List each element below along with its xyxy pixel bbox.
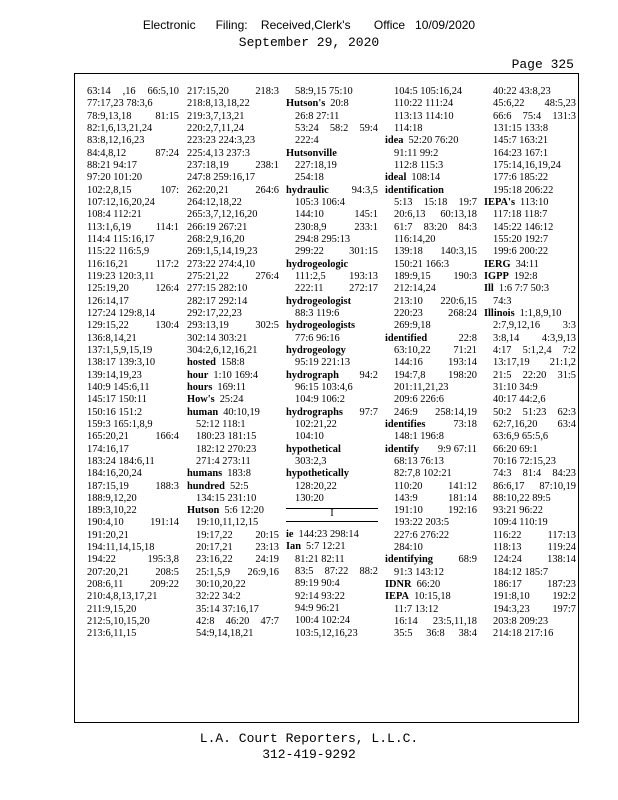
index-word: ideal [385,172,407,184]
index-reference-line: 164:23 167:1 [493,147,549,159]
index-reference-line: 130:20 [295,492,324,504]
index-reference-line: 210:4,8,13,17,21 [87,591,158,603]
index-reference-line: 189:9,15 190:3 [394,270,477,282]
index-reference-line: 212:5,10,15,20 [87,616,150,628]
index-references: 52:20 76:20 [408,135,459,147]
index-reference-line: 184:12 185:7 [493,566,549,578]
index-word-entry [286,468,378,480]
index-word-entry [286,148,378,160]
index-reference-line: 191:10 192:16 [394,505,477,517]
index-word-entry [187,357,279,369]
index-column-1 [87,86,179,641]
index-reference-line: 271:4 273:11 [196,455,251,467]
index-reference-line: 219:3,7,13,21 [187,110,245,122]
index-reference-line: 66:20 69:1 [493,443,538,455]
index-reference-line: 86:6,17 87:10,19 [493,480,576,492]
index-reference-line: 124:24 138:14 [493,554,576,566]
index-reference-line: 223:23 224:3,23 [187,135,256,147]
index-reference-line: 213:10 220:6,15 [394,295,477,307]
index-word-entry [286,185,378,197]
index-word-entry [385,135,477,147]
index-reference-line: 262:20,21 264:6 [187,184,279,196]
index-reference-line: 92:14 93:22 [295,590,345,602]
index-reference-line: 145:17 150:11 [87,394,147,406]
index-reference-line: 35:14 37:16,17 [196,603,259,615]
index-reference-line: 140:9 145:6,11 [87,381,150,393]
court-reporter-name: L.A. Court Reporters, L.L.C. [199,731,419,746]
index-reference-line: 63:6,9 65:5,6 [493,431,549,443]
index-reference-line: 138:17 139:3,10 [87,357,156,369]
index-word: identify [385,443,420,455]
index-reference-line: 175:14,16,19,24 [493,159,561,171]
index-word: hour [187,369,209,381]
index-reference-line: 237:18,19 238:1 [187,159,279,171]
index-reference-line: 97:20 101:20 [87,172,143,184]
index-reference-line: 88:3 119:6 [295,307,340,319]
index-reference-line: 284:10 [394,542,423,554]
index-reference-line: 188:9,12,20 [87,492,137,504]
index-reference-line: 136:8,14,21 [87,332,137,344]
index-references: 94:2 [359,369,378,381]
index-word-entry [385,554,477,566]
index-reference-line: 246:9 258:14,19 [394,406,477,418]
index-reference-line: 268:2,9,16,20 [187,233,245,245]
index-reference-line: 213:6,11,15 [87,628,137,640]
index-reference-line: 83:8,12,16,23 [87,135,145,147]
index-references: 1:6 7:7 50:3 [498,283,550,295]
index-reference-line: 277:15 282:10 [187,283,248,295]
index-references: 9:9 67:11 [437,443,477,455]
index-reference-line: 35:5 36:8 38:4 [394,628,477,640]
index-references: 1:10 169:4 [213,369,259,381]
index-word: hydrogeology [286,344,346,356]
index-column-5 [484,86,576,641]
index-word: ie [286,529,294,541]
index-reference-line: 74:3 81:4 84:23 [493,468,576,480]
index-word-entry [385,591,477,603]
index-reference-line: 58:9,15 75:10 [295,86,353,97]
index-reference-line: 40:17 44:2,6 [493,394,546,406]
index-reference-line: 105:3 106:4 [295,196,345,208]
index-references: 108:14 [411,172,441,184]
index-reference-line: 165:20,21 166:4 [87,431,179,443]
index-reference-line: 114:4 115:16,17 [87,233,155,245]
index-reference-line: 116:14,20 [394,233,436,245]
index-reference-line: 63:14 ,16 66:5,10 [87,86,179,97]
index-references: 183:8 [227,468,251,480]
index-reference-line: 68:13 76:13 [394,455,444,467]
index-reference-line: 139:18 140:3,15 [394,246,477,258]
index-word-entry [187,481,279,493]
index-reference-line: 117:18 118:7 [493,209,548,221]
index-word-entry [286,529,378,541]
index-word: IEPA [385,591,410,603]
index-references: 158:8 [220,357,245,369]
index-reference-line: 19:10,11,12,15 [196,517,259,529]
index-word-entry [286,444,378,456]
index-references: 73:18 [453,418,477,430]
index-reference-line: 26:8 27:11 [295,110,340,122]
index-reference-line: 127:24 129:8,14 [87,307,156,319]
index-reference-line: 104:10 [295,431,324,443]
index-reference-line: 54:9,14,18,21 [196,628,254,640]
index-reference-line: 220:2,7,11,24 [187,122,245,134]
index-reference-line: 83:5 87:22 88:2 [295,566,378,578]
index-reference-line: 103:5,12,16,23 [295,627,358,639]
index-word: IDNR [385,579,412,591]
index-reference-line: 137:1,5,9,15,19 [87,344,153,356]
index-word: hundred [187,480,225,492]
index-word: IEPA's [484,196,515,208]
index-reference-line: 129:15,22 130:4 [87,320,179,332]
index-reference-line: 61:7 83:20 84:3 [394,221,477,233]
index-reference-line: 84:4,8,12 87:24 [87,147,179,159]
index-word-entry [385,419,477,431]
index-reference-line: 222:11 272:17 [295,283,378,295]
index-reference-line: 222:4 [295,135,319,147]
index-word-entry [385,444,477,456]
index-reference-line: 20:17,21 23:13 [196,542,279,554]
index-column-3 [286,86,378,640]
index-reference-line: 220:23 268:24 [394,307,477,319]
index-reference-line: 194:22 195:3,8 [87,554,179,566]
index-word-entry [187,468,279,480]
index-reference-line: 91:11 99:2 [394,147,439,159]
index-reference-line: 144:16 193:14 [394,357,477,369]
index-reference-line: 282:17 292:14 [187,295,248,307]
index-reference-line: 187:15,19 188:3 [87,480,179,492]
index-word: idea [385,135,404,147]
index-reference-line: 25:1,5,9 26:9,16 [196,566,279,578]
index-reference-line: 247:8 259:16,17 [187,172,256,184]
word-index-frame [74,73,579,723]
index-word-entry [286,98,378,110]
index-reference-line: 102:2,8,15 107: [87,184,179,196]
index-reference-line: 269:1,5,14,19,23 [187,246,258,258]
index-reference-line: 31:10 34:9 [493,381,538,393]
index-reference-line: 4:17 5:1,2,4 7:2 [493,344,576,356]
filing-date: September 29, 2020 [238,35,380,50]
index-reference-line: 53:24 58:2 59:4 [295,122,378,134]
index-reference-line: 265:3,7,12,16,20 [187,209,258,221]
index-word-entry [286,345,378,357]
index-reference-line: 302:14 303:21 [187,332,248,344]
index-reference-line: 116:22 117:13 [493,529,576,541]
index-reference-line: 131:15 133:8 [493,122,549,134]
index-reference-line: 294:8 295:13 [295,233,351,245]
index-reference-line: 193:22 203:5 [394,517,450,529]
index-reference-line: 209:6 226:6 [394,394,444,406]
index-reference-line: 184:16,20,24 [87,468,142,480]
letter-heading: I [330,508,334,520]
index-column-4 [385,86,477,641]
index-reference-line: 42:8 46:20 47:7 [196,616,279,628]
index-references: 97:7 [359,406,378,418]
index-reference-line: 145:22 146:12 [493,221,554,233]
index-column-2 [187,86,279,641]
index-word: hypothetically [286,468,349,480]
index-reference-line: 104:9 106:2 [295,394,345,406]
index-reference-line: 2:7,9,12,16 3:3 [493,320,576,332]
index-reference-line: 77:17,23 78:3,6 [87,98,153,110]
index-reference-line: 273:22 274:4,10 [187,258,256,270]
index-reference-line: 214:18 217:16 [493,628,554,640]
index-reference-line: 155:20 192:7 [493,233,549,245]
index-reference-line: 107:12,16,20,24 [87,196,155,208]
index-reference-line: 112:8 115:3 [394,159,444,171]
index-reference-line: 194:3,23 197:7 [493,603,576,615]
index-references: 52:5 [229,480,249,492]
index-references: 25:24 [219,394,244,406]
index-word: hydrogeologic [286,258,349,270]
index-reference-line: 111:2,5 193:13 [295,270,378,282]
index-word: Illinois [484,307,515,319]
index-word: Hutson's [286,98,326,110]
index-reference-line: 118:13 119:24 [493,542,576,554]
index-word: How's [187,394,215,406]
index-reference-line: 62:7,16,20 63:4 [493,418,576,430]
index-reference-line: 52:12 118:1 [196,418,246,430]
index-references: 34:11 [515,258,539,270]
index-reference-line: 292:17,22,23 [187,307,242,319]
index-reference-line: 134:15 231:10 [196,492,257,504]
index-reference-line: 94:9 96:21 [295,603,340,615]
index-references: 5:7 12:21 [306,541,346,553]
index-word: hydraulic [286,184,329,196]
index-reference-line: 109:4 110:19 [493,517,548,529]
index-reference-line: 194:11,14,15,18 [87,542,155,554]
index-word: identifying [385,554,433,566]
index-reference-line: 159:3 165:1,8,9 [87,418,153,430]
index-word-entry [385,185,477,197]
index-reference-line: 96:15 103:4,6 [295,381,353,393]
index-word-entry [286,541,378,553]
index-word-entry [484,271,576,283]
index-word: human [187,406,219,418]
index-reference-line: 93:21 96:22 [493,505,543,517]
index-reference-line: 89:19 90:4 [295,578,340,590]
index-reference-line: 212:14,24 [394,283,436,295]
index-reference-line: 203:8 209:23 [493,616,549,628]
index-reference-line: 269:9,18 [394,320,431,332]
index-references: 192:8 [513,270,538,282]
index-reference-line: 21:5 22:20 31:5 [493,369,576,381]
index-reference-line: 95:19 221:13 [295,357,351,369]
index-word: Hutsonville [286,147,337,159]
index-reference-line: 77:6 96:16 [295,332,340,344]
index-reference-line: 177:6 185:22 [493,172,549,184]
index-word: Hutson [187,505,220,517]
index-reference-line: 180:23 181:15 [196,431,257,443]
index-references: 144:23 298:14 [298,529,359,541]
index-reference-line: 119:23 120:3,11 [87,270,155,282]
index-reference-line: 50:2 51:23 62:3 [493,406,576,418]
index-reference-line: 114:18 [394,122,423,134]
index-word-entry [385,172,477,184]
index-word-entry [484,197,576,209]
index-word-entry [187,382,279,394]
index-references: 1:1,8,9,10 [519,307,562,319]
index-word: hypothetical [286,443,341,455]
index-reference-line: 45:6,22 48:5,23 [493,98,576,110]
index-references: 94:3,5 [351,184,378,196]
index-references: 20:8 [330,98,349,110]
index-reference-line: 40:22 43:8,23 [493,86,551,97]
index-reference-line: 225:4,13 237:3 [187,147,250,159]
index-reference-line: 143:9 181:14 [394,492,477,504]
index-word-entry [187,407,279,419]
index-reference-line: 5:13 15:18 19:7 [394,196,477,208]
index-word-entry [385,579,477,591]
index-references: 68:9 [458,554,477,566]
index-reference-line: 32:22 34:2 [196,591,241,603]
index-word-entry [286,407,378,419]
index-reference-line: 126:14,17 [87,295,129,307]
index-reference-line: 110:22 111:24 [394,98,454,110]
index-reference-line: 254:18 [295,172,324,184]
index-references: 40:10,19 [223,406,260,418]
index-word-entry [484,308,576,320]
index-reference-line: 182:12 270:23 [196,443,257,455]
index-reference-line: 139:14,19,23 [87,369,142,381]
index-reference-line: 183:24 184:6,11 [87,455,155,467]
index-reference-line: 104:5 105:16,24 [394,86,463,97]
index-references: 22:8 [458,332,477,344]
index-reference-line: 20:6,13 60:13,18 [394,209,477,221]
index-references: 5:6 12:20 [224,505,264,517]
index-reference-line: 23:16,22 24:19 [196,554,279,566]
index-reference-line: 207:20,21 208:5 [87,566,179,578]
index-reference-line: 211:9,15,20 [87,603,137,615]
index-reference-line: 115:22 116:5,9 [87,246,150,258]
index-word: identifies [385,418,426,430]
index-reference-line: 82:1,6,13,21,24 [87,122,153,134]
index-word: hours [187,381,213,393]
index-reference-line: 13:17,19 21:1,2 [493,357,576,369]
index-word: hydrogeologist [286,295,352,307]
index-reference-line: 78:9,13,18 81:15 [87,110,179,122]
court-reporter-phone: 312-419-9292 [262,747,356,762]
index-reference-line: 19:17,22 20:15 [196,529,279,541]
filing-stamp: Electronic Filing: Received,Clerk's Office 10/09/2020 [142,18,476,32]
index-reference-line: 144:10 145:1 [295,209,378,221]
index-reference-line: 299:22 301:15 [295,246,378,258]
letter-divider [286,505,378,529]
index-reference-line: 189:3,10,22 [87,505,137,517]
index-reference-line: 128:20,22 [295,480,337,492]
index-word-entry [286,296,378,308]
index-reference-line: 190:4,10 191:14 [87,517,179,529]
index-reference-line: 66:6 75:4 131:3 [493,110,576,122]
index-word: hosted [187,357,216,369]
index-reference-line: 100:4 102:24 [295,615,351,627]
index-reference-line: 218:8,13,18,22 [187,98,250,110]
index-word-entry [286,370,378,382]
index-word-entry [187,394,279,406]
index-reference-line: 113:13 114:10 [394,110,454,122]
index-reference-line: 201:11,21,23 [394,381,449,393]
index-reference-line: 82:7,8 102:21 [394,468,452,480]
index-references: 10:15,18 [414,591,451,603]
index-word-entry [286,320,378,332]
index-word: IERG [484,258,511,270]
index-reference-line: 150:21 166:3 [394,258,450,270]
index-word: hydrographs [286,406,343,418]
index-references: 169:11 [217,381,246,393]
index-word-entry [187,370,279,382]
index-reference-line: 227:18,19 [295,159,337,171]
index-reference-line: 70:16 72:15,23 [493,455,556,467]
index-reference-line: 74:3 [493,295,512,307]
index-reference-line: 194:7,8 198:20 [394,369,477,381]
index-reference-line: 150:16 151:2 [87,406,143,418]
index-reference-line: 293:13,19 302:5 [187,320,279,332]
index-reference-line: 16:14 23:5,11,18 [394,616,477,628]
index-word: Ill [484,283,494,295]
index-reference-line: 3:8,14 4:3,9,13 [493,332,576,344]
index-word: hydrograph [286,369,339,381]
index-reference-line: 195:18 206:22 [493,184,554,196]
index-word-entry [484,283,576,295]
index-reference-line: 110:20 141:12 [394,480,477,492]
index-reference-line: 266:19 267:21 [187,221,248,233]
index-word-entry [187,505,279,517]
index-word: humans [187,468,223,480]
index-reference-line: 174:16,17 [87,443,129,455]
index-reference-line: 303:2,3 [295,455,327,467]
index-reference-line: 91:3 143:12 [394,566,444,578]
index-reference-line: 191:20,21 [87,529,129,541]
index-word: IGPP [484,270,509,282]
index-reference-line: 88:21 94:17 [87,159,137,171]
index-reference-line: 113:1,6,19 114:1 [87,221,179,233]
index-reference-line: 227:6 276:22 [394,529,450,541]
index-word-entry [286,259,378,271]
index-reference-line: 108:4 112:21 [87,209,142,221]
index-word-entry [385,333,477,345]
index-reference-line: 217:15,20 218:3 [187,86,279,97]
index-reference-line: 264:12,18,22 [187,196,242,208]
index-reference-line: 81:21 82:11 [295,553,345,565]
index-reference-line: 63:10,22 71:21 [394,344,477,356]
index-reference-line: 116:16,21 117:2 [87,258,179,270]
index-references: 113:10 [519,196,549,208]
index-reference-line: 148:1 196:8 [394,431,444,443]
index-reference-line: 191:8,10 192:2 [493,591,576,603]
index-references: 66:20 [416,579,441,591]
index-reference-line: 88:10,22 89:5 [493,492,551,504]
index-reference-line: 125:19,20 126:4 [87,283,179,295]
index-reference-line: 102:21,22 [295,418,337,430]
index-reference-line: 145:7 163:21 [493,135,549,147]
index-reference-line: 208:6,11 209:22 [87,579,179,591]
index-word: identified [385,332,428,344]
index-reference-line: 199:6 200:22 [493,246,549,258]
index-word-entry [484,259,576,271]
index-reference-line: 304:2,6,12,16,21 [187,344,258,356]
index-reference-line: 186:17 187:23 [493,579,576,591]
index-word: Ian [286,541,302,553]
index-reference-line: 30:10,20,22 [196,579,246,591]
index-word: identification [385,184,444,196]
index-reference-line: 11:7 13:12 [394,603,439,615]
index-reference-line: 230:8,9 233:1 [295,221,378,233]
index-word: hydrogeologists [286,320,356,332]
page-number: Page 325 [511,57,574,72]
index-reference-line: 275:21,22 276:4 [187,270,279,282]
